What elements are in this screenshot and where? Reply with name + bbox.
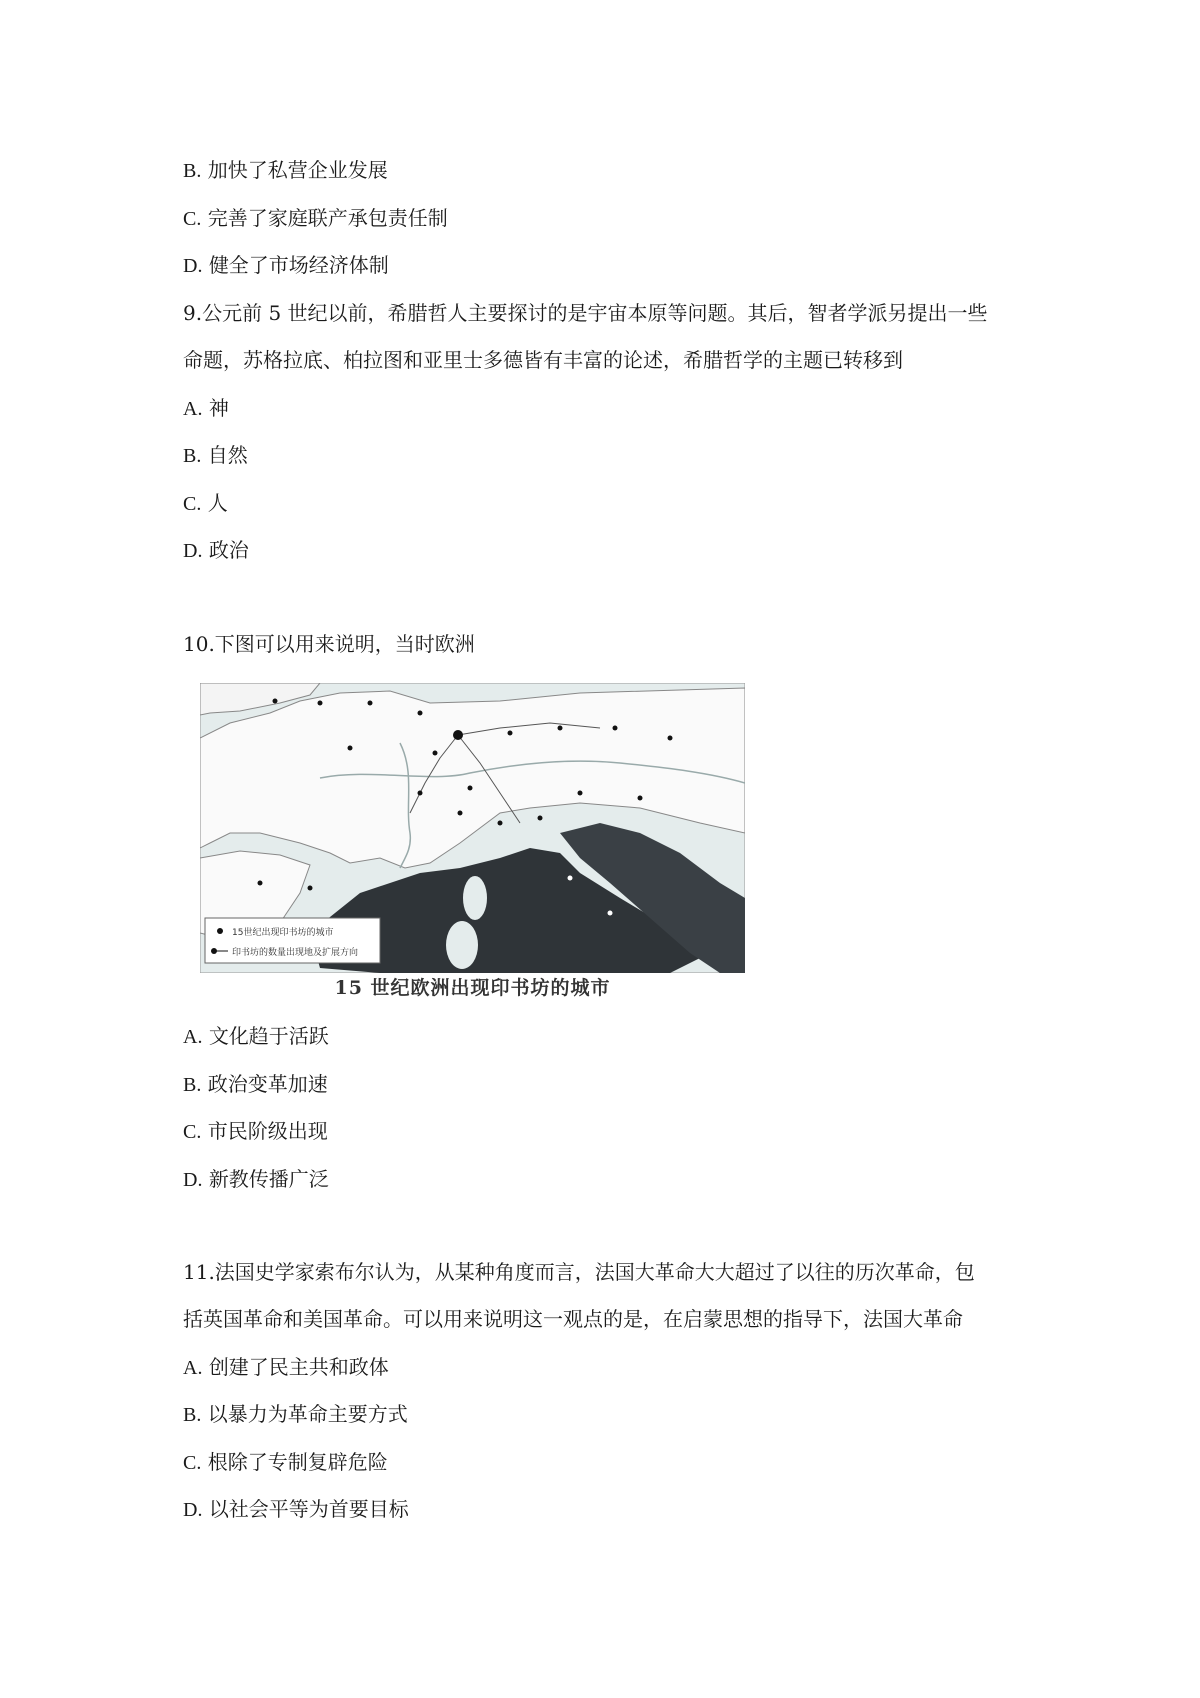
option-text: 根除了专制复辟危险 <box>207 1450 388 1474</box>
option-text: 新教传播广泛 <box>208 1167 329 1191</box>
map-caption: 15 世纪欧洲出现印书坊的城市 <box>334 977 611 999</box>
map-city-dot <box>568 876 573 881</box>
map-city-dot <box>638 796 643 801</box>
q10-option-b <box>183 1070 328 1099</box>
europe-printing-map <box>200 683 745 999</box>
map-city-dot <box>578 791 583 796</box>
option-text: 文化趋于活跃 <box>208 1024 329 1048</box>
option-text: 市民阶级出现 <box>207 1119 328 1143</box>
map-city-dot <box>558 726 563 731</box>
option-letter: D. <box>183 255 203 277</box>
q9-option-c <box>183 489 228 518</box>
option-letter: C. <box>183 493 202 515</box>
q11-option-a <box>183 1353 389 1382</box>
q10-option-d <box>183 1165 329 1194</box>
map-city-dot <box>468 786 473 791</box>
map-city-dot <box>608 911 613 916</box>
map-city-dot <box>368 701 373 706</box>
option-letter: B. <box>183 1404 202 1426</box>
q10-stem: 10.下图可以用来说明，当时欧洲 <box>183 632 475 656</box>
option-text: 健全了市场经济体制 <box>208 253 389 277</box>
q8-option-b <box>183 156 388 185</box>
map-city-dot <box>258 881 263 886</box>
option-letter: C. <box>183 1452 202 1474</box>
map-origin-dot <box>453 730 463 740</box>
option-text: 神 <box>208 396 229 420</box>
map-city-dot <box>668 736 673 741</box>
option-letter: A. <box>183 398 203 420</box>
option-text: 加快了私营企业发展 <box>207 158 388 182</box>
option-text: 自然 <box>207 443 248 467</box>
option-letter: A. <box>183 1357 203 1379</box>
map-legend-city-icon <box>217 928 223 934</box>
option-text: 完善了家庭联产承包责任制 <box>207 206 448 230</box>
option-text: 以社会平等为首要目标 <box>208 1497 409 1521</box>
map-legend-item-1: 15世纪出现印书坊的城市 <box>232 928 334 938</box>
q9-option-b <box>183 441 248 470</box>
option-text: 政治 <box>208 538 249 562</box>
option-letter: B. <box>183 445 202 467</box>
q8-option-d <box>183 251 389 280</box>
map-image <box>200 683 745 973</box>
option-letter: B. <box>183 160 202 182</box>
map-city-dot <box>418 711 423 716</box>
map-city-dot <box>538 816 543 821</box>
option-letter: C. <box>183 208 202 230</box>
map-city-dot <box>348 746 353 751</box>
q11-stem-line1: 11.法国史学家索布尔认为，从某种角度而言，法国大革命大大超过了以往的历次革命，包 <box>183 1260 975 1284</box>
option-text: 政治变革加速 <box>207 1072 328 1096</box>
map-city-dot <box>498 821 503 826</box>
map-island-corsica <box>463 876 487 920</box>
map-city-dot <box>433 751 438 756</box>
map-city-dot <box>613 726 618 731</box>
map-city-dot <box>418 791 423 796</box>
q8-option-c <box>183 204 448 233</box>
option-letter: D. <box>183 540 203 562</box>
q10-option-c <box>183 1117 328 1146</box>
q11-option-c <box>183 1448 388 1477</box>
option-text: 人 <box>207 491 228 515</box>
q9-option-d <box>183 536 249 565</box>
map-legend-item-2: 印书坊的数量出现地及扩展方向 <box>232 948 359 958</box>
q11-option-b <box>183 1400 408 1429</box>
q9-option-a <box>183 394 229 423</box>
q9-stem-line1: 9.公元前 5 世纪以前，希腊哲人主要探讨的是宇宙本原等问题。其后，智者学派另提出一些 <box>183 301 988 325</box>
q11-option-d <box>183 1495 409 1524</box>
q9-stem-line2: 命题，苏格拉底、柏拉图和亚里士多德皆有丰富的论述，希腊哲学的主题已转移到 <box>183 348 903 372</box>
map-island-sardinia <box>446 921 478 969</box>
option-letter: A. <box>183 1026 203 1048</box>
option-text: 以暴力为革命主要方式 <box>207 1402 408 1426</box>
option-letter: D. <box>183 1169 203 1191</box>
option-text: 创建了民主共和政体 <box>208 1355 389 1379</box>
map-city-dot <box>508 731 513 736</box>
option-letter: D. <box>183 1499 203 1521</box>
option-letter: C. <box>183 1121 202 1143</box>
map-city-dot <box>273 699 278 704</box>
map-city-dot <box>308 886 313 891</box>
map-city-dot <box>458 811 463 816</box>
q10-option-a <box>183 1022 329 1051</box>
map-city-dot <box>318 701 323 706</box>
q11-stem-line2: 括英国革命和美国革命。可以用来说明这一观点的是，在启蒙思想的指导下，法国大革命 <box>183 1307 963 1331</box>
option-letter: B. <box>183 1074 202 1096</box>
